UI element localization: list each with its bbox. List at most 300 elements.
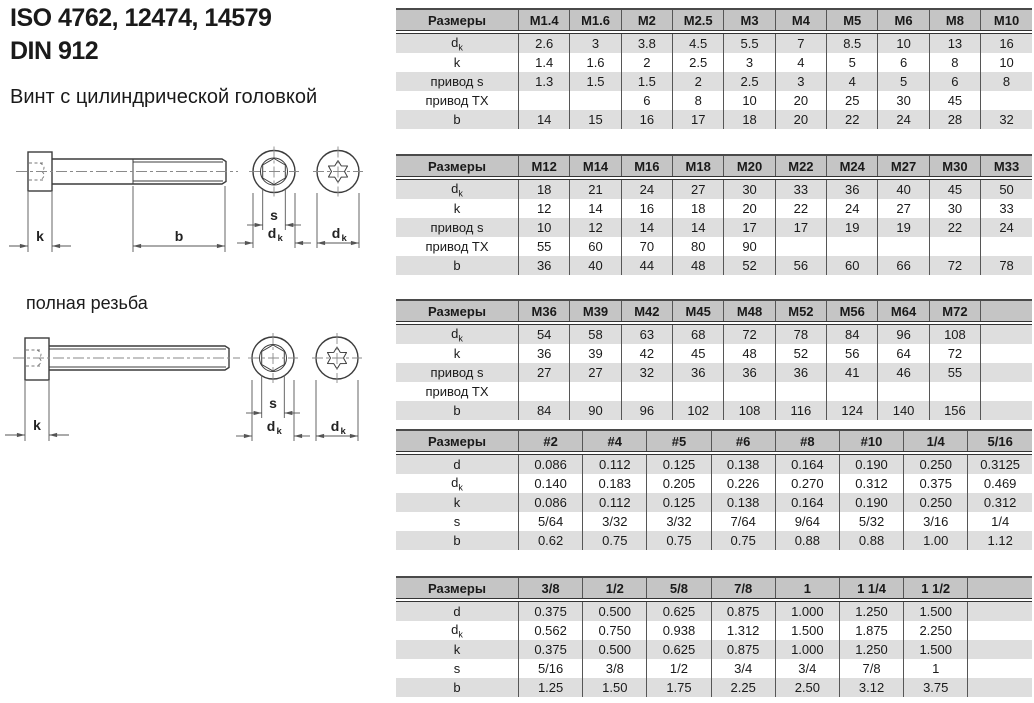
dk-dim-label: d <box>331 225 341 241</box>
value-cell: 78 <box>775 323 826 344</box>
value-cell: 0.62 <box>519 531 583 550</box>
value-cell: 3.12 <box>839 678 903 697</box>
value-cell: 0.250 <box>904 493 968 512</box>
dimensions-table <box>396 154 1032 275</box>
value-cell <box>878 382 929 401</box>
hex-socket-end-view <box>248 333 298 383</box>
dimensions-table <box>396 429 1032 550</box>
value-cell: 0.75 <box>711 531 775 550</box>
subscript: k <box>458 42 463 53</box>
value-cell: 1.00 <box>904 531 968 550</box>
size-col-header: M10 <box>981 9 1032 32</box>
value-cell <box>673 382 724 401</box>
row-label: привод s <box>396 72 519 91</box>
value-cell: 22 <box>827 110 878 129</box>
row-label: k <box>396 493 519 512</box>
value-cell: 1.6 <box>570 53 621 72</box>
value-cell <box>929 237 980 256</box>
subscript: k <box>458 188 463 199</box>
value-cell: 2.6 <box>519 32 570 53</box>
value-cell <box>570 382 621 401</box>
value-cell: 1.75 <box>647 678 711 697</box>
value-cell: 10 <box>724 91 775 110</box>
size-col-header: M6 <box>878 9 929 32</box>
value-cell: 54 <box>519 323 570 344</box>
dimensions-table <box>396 299 1032 420</box>
row-label: привод s <box>396 218 519 237</box>
value-cell: 1.875 <box>839 621 903 640</box>
row-label: s <box>453 514 461 529</box>
row-label: $d_k$ <box>451 621 463 640</box>
value-cell: 0.625 <box>647 600 711 621</box>
torx-end-view <box>312 333 362 383</box>
value-cell: 41 <box>827 363 878 382</box>
value-cell: 27 <box>878 199 929 218</box>
size-col-header: M20 <box>724 155 775 178</box>
value-cell: 0.500 <box>583 640 647 659</box>
value-cell: 3 <box>570 32 621 53</box>
value-cell: 70 <box>621 237 672 256</box>
row-label: d <box>396 600 519 621</box>
value-cell: 52 <box>775 344 826 363</box>
b-dim-label: b <box>174 228 184 244</box>
value-cell: 6 <box>878 53 929 72</box>
value-cell: 36 <box>519 344 570 363</box>
value-cell: 39 <box>570 344 621 363</box>
value-cell: 68 <box>673 323 724 344</box>
value-cell: 33 <box>775 178 826 199</box>
size-col-header: M22 <box>775 155 826 178</box>
value-cell: 8.5 <box>827 32 878 53</box>
value-cell: 90 <box>724 237 775 256</box>
table-row <box>396 659 1032 678</box>
value-cell <box>929 382 980 401</box>
value-cell: 3 <box>724 53 775 72</box>
row-label: b <box>396 110 519 129</box>
size-col-header <box>981 300 1032 323</box>
metric-table-m12-m33 <box>396 154 1032 275</box>
value-cell <box>775 237 826 256</box>
table-row <box>396 512 1032 531</box>
value-cell: 1.12 <box>968 531 1032 550</box>
k-dim-label: k <box>36 228 44 244</box>
table-header-row <box>396 577 1032 600</box>
value-cell: 36 <box>827 178 878 199</box>
row-label: s <box>453 661 461 676</box>
size-col-header: M4 <box>775 9 826 32</box>
value-cell: 1/4 <box>968 512 1032 531</box>
size-col-header: M8 <box>929 9 980 32</box>
value-cell <box>968 600 1032 621</box>
table-row <box>396 493 1032 512</box>
value-cell: 108 <box>929 323 980 344</box>
value-cell: 20 <box>724 199 775 218</box>
value-cell: 7/8 <box>839 659 903 678</box>
value-cell: 1.500 <box>904 640 968 659</box>
value-cell: 25 <box>827 91 878 110</box>
value-cell: 14 <box>570 199 621 218</box>
value-cell: 19 <box>827 218 878 237</box>
dk-dim-sub: k <box>340 426 346 437</box>
value-cell: 58 <box>570 323 621 344</box>
value-cell: 27 <box>673 178 724 199</box>
table-row <box>396 531 1032 550</box>
value-cell: 0.125 <box>647 493 711 512</box>
size-col-header: M42 <box>621 300 672 323</box>
value-cell <box>827 382 878 401</box>
screw-drawing-partial-thread <box>0 142 394 282</box>
value-cell: 6 <box>621 91 672 110</box>
size-col-header: 7/8 <box>711 577 775 600</box>
value-cell: 156 <box>929 401 980 420</box>
value-cell: 0.164 <box>775 453 839 474</box>
size-column-header: Размеры <box>396 155 519 178</box>
size-col-header: M27 <box>878 155 929 178</box>
value-cell: 8 <box>981 72 1032 91</box>
value-cell: 27 <box>570 363 621 382</box>
size-col-header: M1.4 <box>519 9 570 32</box>
value-cell: 84 <box>519 401 570 420</box>
value-cell: 56 <box>775 256 826 275</box>
size-col-header: M33 <box>981 155 1032 178</box>
value-cell: 0.086 <box>519 453 583 474</box>
value-cell: 36 <box>519 256 570 275</box>
value-cell: 3/8 <box>583 659 647 678</box>
row-label: d <box>396 453 519 474</box>
value-cell: 0.112 <box>583 493 647 512</box>
value-cell: 0.500 <box>583 600 647 621</box>
size-col-header: M2 <box>621 9 672 32</box>
value-cell: 0.75 <box>647 531 711 550</box>
value-cell: 4 <box>827 72 878 91</box>
value-cell: 3/4 <box>711 659 775 678</box>
table-row <box>396 621 1032 640</box>
value-cell: 2.50 <box>775 678 839 697</box>
value-cell: 96 <box>621 401 672 420</box>
row-label: $d_k$ <box>451 474 463 493</box>
value-cell: 0.086 <box>519 493 583 512</box>
value-cell: 36 <box>775 363 826 382</box>
size-col-header: M1.6 <box>570 9 621 32</box>
value-cell <box>519 91 570 110</box>
table-row <box>396 199 1032 218</box>
inch-table-no2-5-16 <box>396 429 1032 550</box>
value-cell: 15 <box>570 110 621 129</box>
value-cell: 18 <box>724 110 775 129</box>
value-cell <box>981 382 1032 401</box>
size-col-header: 1/2 <box>583 577 647 600</box>
value-cell: 13 <box>929 32 980 53</box>
subscript: k <box>458 482 463 493</box>
value-cell: 27 <box>519 363 570 382</box>
size-col-header: #10 <box>839 430 903 453</box>
size-col-header <box>968 577 1032 600</box>
size-col-header: 3/8 <box>519 577 583 600</box>
row-label: привод TX <box>425 93 489 108</box>
value-cell: 102 <box>673 401 724 420</box>
value-cell: 3/16 <box>904 512 968 531</box>
value-cell <box>878 237 929 256</box>
table-header-row <box>396 9 1032 32</box>
table-header-row <box>396 155 1032 178</box>
table-row <box>396 474 1032 493</box>
value-cell: 108 <box>724 401 775 420</box>
value-cell: 0.205 <box>647 474 711 493</box>
standard-iso-line: ISO 4762, 12474, 14579 <box>10 4 272 32</box>
screw-side-view <box>16 152 238 191</box>
size-col-header: 5/16 <box>968 430 1032 453</box>
value-cell: 2.5 <box>673 53 724 72</box>
value-cell: 90 <box>570 401 621 420</box>
value-cell: 1.5 <box>621 72 672 91</box>
size-column-header: Размеры <box>396 300 519 323</box>
value-cell: 0.938 <box>647 621 711 640</box>
size-col-header: 1 1/4 <box>839 577 903 600</box>
value-cell: 0.138 <box>711 493 775 512</box>
row-label: $d_k$ <box>396 32 519 53</box>
value-cell <box>981 323 1032 344</box>
size-col-header: #4 <box>583 430 647 453</box>
size-col-header: M64 <box>878 300 929 323</box>
row-label: $d_k$ <box>396 178 519 199</box>
value-cell: 1/2 <box>647 659 711 678</box>
dimensions-table <box>396 8 1032 129</box>
row-label: $d_k$ <box>396 323 519 344</box>
value-cell: 96 <box>878 323 929 344</box>
size-col-header: M2.5 <box>673 9 724 32</box>
value-cell <box>968 621 1032 640</box>
value-cell: 30 <box>878 91 929 110</box>
value-cell: 28 <box>929 110 980 129</box>
full-thread-label: полная резьба <box>26 293 148 313</box>
value-cell: 63 <box>621 323 672 344</box>
value-cell: 0.875 <box>711 640 775 659</box>
value-cell: 20 <box>775 91 826 110</box>
value-cell: 5.5 <box>724 32 775 53</box>
dk-dim-label: d <box>266 418 276 434</box>
value-cell: 1.25 <box>519 678 583 697</box>
value-cell <box>981 401 1032 420</box>
value-cell: 12 <box>570 218 621 237</box>
subscript: k <box>458 629 463 640</box>
value-cell: 52 <box>724 256 775 275</box>
value-cell: 1.312 <box>711 621 775 640</box>
row-label: k <box>453 201 461 216</box>
row-label: b <box>396 678 519 697</box>
value-cell: 0.112 <box>583 453 647 474</box>
value-cell: 0.312 <box>968 493 1032 512</box>
value-cell: 5 <box>878 72 929 91</box>
value-cell: 1.000 <box>775 600 839 621</box>
value-cell: 60 <box>570 237 621 256</box>
row-label: b <box>396 401 519 420</box>
value-cell: 36 <box>724 363 775 382</box>
value-cell: 0.190 <box>839 453 903 474</box>
table-row <box>396 218 1032 237</box>
value-cell: 84 <box>827 323 878 344</box>
value-cell: 1.50 <box>583 678 647 697</box>
value-cell: 24 <box>621 178 672 199</box>
table-row <box>396 382 1032 401</box>
value-cell: 46 <box>878 363 929 382</box>
value-cell: 17 <box>673 110 724 129</box>
size-col-header: M16 <box>621 155 672 178</box>
size-col-header: M72 <box>929 300 980 323</box>
value-cell: 0.3125 <box>968 453 1032 474</box>
hex-socket-end-view <box>249 147 299 197</box>
value-cell: 16 <box>621 199 672 218</box>
value-cell: 78 <box>981 256 1032 275</box>
value-cell <box>981 363 1032 382</box>
value-cell: 55 <box>929 363 980 382</box>
value-cell: 72 <box>929 256 980 275</box>
value-cell: 72 <box>929 344 980 363</box>
size-col-header: 1 1/2 <box>904 577 968 600</box>
k-dim-label: k <box>33 417 41 433</box>
value-cell: 45 <box>929 178 980 199</box>
dk-dim-sub: k <box>341 233 347 244</box>
value-cell: 140 <box>878 401 929 420</box>
table-row <box>396 53 1032 72</box>
row-label: k <box>396 640 519 659</box>
value-cell: 1.500 <box>904 600 968 621</box>
screw-drawing-full-thread <box>0 318 394 443</box>
value-cell: 0.312 <box>839 474 903 493</box>
value-cell: 18 <box>673 199 724 218</box>
table-row <box>396 237 1032 256</box>
value-cell: 48 <box>673 256 724 275</box>
value-cell: 6 <box>929 72 980 91</box>
metric-table-m1.4-m10 <box>396 8 1032 129</box>
value-cell: 14 <box>621 218 672 237</box>
s-dim-label: s <box>270 207 278 223</box>
page-title <box>10 2 271 68</box>
value-cell: 17 <box>775 218 826 237</box>
value-cell: 72 <box>724 323 775 344</box>
value-cell: 50 <box>981 178 1032 199</box>
table-row <box>396 363 1032 382</box>
value-cell: 3.8 <box>621 32 672 53</box>
size-col-header: M56 <box>827 300 878 323</box>
s-dim-label: s <box>269 395 277 411</box>
value-cell: 48 <box>724 344 775 363</box>
value-cell: 60 <box>827 256 878 275</box>
value-cell: 0.469 <box>968 474 1032 493</box>
value-cell: 1.500 <box>775 621 839 640</box>
value-cell: 21 <box>570 178 621 199</box>
value-cell: 3 <box>775 72 826 91</box>
table-row <box>396 178 1032 199</box>
table-row <box>396 600 1032 621</box>
size-col-header: #2 <box>519 430 583 453</box>
table-row <box>396 323 1032 344</box>
value-cell: 20 <box>775 110 826 129</box>
value-cell: 0.125 <box>647 453 711 474</box>
value-cell: 64 <box>878 344 929 363</box>
value-cell: 0.250 <box>904 453 968 474</box>
dk-dim-label: d <box>330 418 340 434</box>
value-cell: 1 <box>904 659 968 678</box>
value-cell: 0.750 <box>583 621 647 640</box>
value-cell: 0.562 <box>519 621 583 640</box>
size-col-header: M18 <box>673 155 724 178</box>
value-cell <box>827 237 878 256</box>
value-cell: 2.25 <box>711 678 775 697</box>
value-cell: 0.226 <box>711 474 775 493</box>
size-col-header: M30 <box>929 155 980 178</box>
value-cell: 14 <box>519 110 570 129</box>
value-cell <box>775 382 826 401</box>
value-cell: 2 <box>621 53 672 72</box>
size-col-header: M36 <box>519 300 570 323</box>
inch-table-3-8-1-1-2 <box>396 576 1032 697</box>
value-cell: 45 <box>929 91 980 110</box>
screw-side-view <box>13 338 240 380</box>
value-cell: 1.3 <box>519 72 570 91</box>
value-cell: 24 <box>981 218 1032 237</box>
size-column-header: Размеры <box>396 430 519 453</box>
value-cell: 0.375 <box>519 600 583 621</box>
size-col-header: 1 <box>775 577 839 600</box>
value-cell: 1.250 <box>839 640 903 659</box>
value-cell: 22 <box>775 199 826 218</box>
table-row <box>396 72 1032 91</box>
row-label: b <box>396 531 519 550</box>
size-col-header: #5 <box>647 430 711 453</box>
value-cell: 7/64 <box>711 512 775 531</box>
value-cell: 30 <box>929 199 980 218</box>
standard-din-line: DIN 912 <box>10 37 99 65</box>
value-cell: 44 <box>621 256 672 275</box>
value-cell: 1.250 <box>839 600 903 621</box>
value-cell: 0.875 <box>711 600 775 621</box>
table-row <box>396 401 1032 420</box>
value-cell: 0.88 <box>839 531 903 550</box>
size-col-header: M12 <box>519 155 570 178</box>
value-cell <box>724 382 775 401</box>
value-cell: 16 <box>981 32 1032 53</box>
size-col-header: M48 <box>724 300 775 323</box>
value-cell: 0.375 <box>519 640 583 659</box>
value-cell: 24 <box>827 199 878 218</box>
value-cell: 10 <box>878 32 929 53</box>
value-cell: 30 <box>724 178 775 199</box>
dk-dim-sub: k <box>276 426 282 437</box>
value-cell: 0.140 <box>519 474 583 493</box>
value-cell: 22 <box>929 218 980 237</box>
table-row <box>396 344 1032 363</box>
torx-end-view <box>313 147 363 197</box>
size-col-header: #6 <box>711 430 775 453</box>
value-cell: 2.250 <box>904 621 968 640</box>
value-cell: 10 <box>981 53 1032 72</box>
value-cell: 0.138 <box>711 453 775 474</box>
size-col-header: M3 <box>724 9 775 32</box>
row-label: b <box>396 256 519 275</box>
value-cell: 32 <box>981 110 1032 129</box>
value-cell: 14 <box>673 218 724 237</box>
value-cell: 17 <box>724 218 775 237</box>
value-cell: 1.000 <box>775 640 839 659</box>
table-row <box>396 32 1032 53</box>
value-cell: 5/32 <box>839 512 903 531</box>
value-cell: 19 <box>878 218 929 237</box>
size-col-header: M52 <box>775 300 826 323</box>
size-column-header: Размеры <box>396 577 519 600</box>
value-cell: 0.75 <box>583 531 647 550</box>
table-header-row <box>396 430 1032 453</box>
value-cell: 5 <box>827 53 878 72</box>
